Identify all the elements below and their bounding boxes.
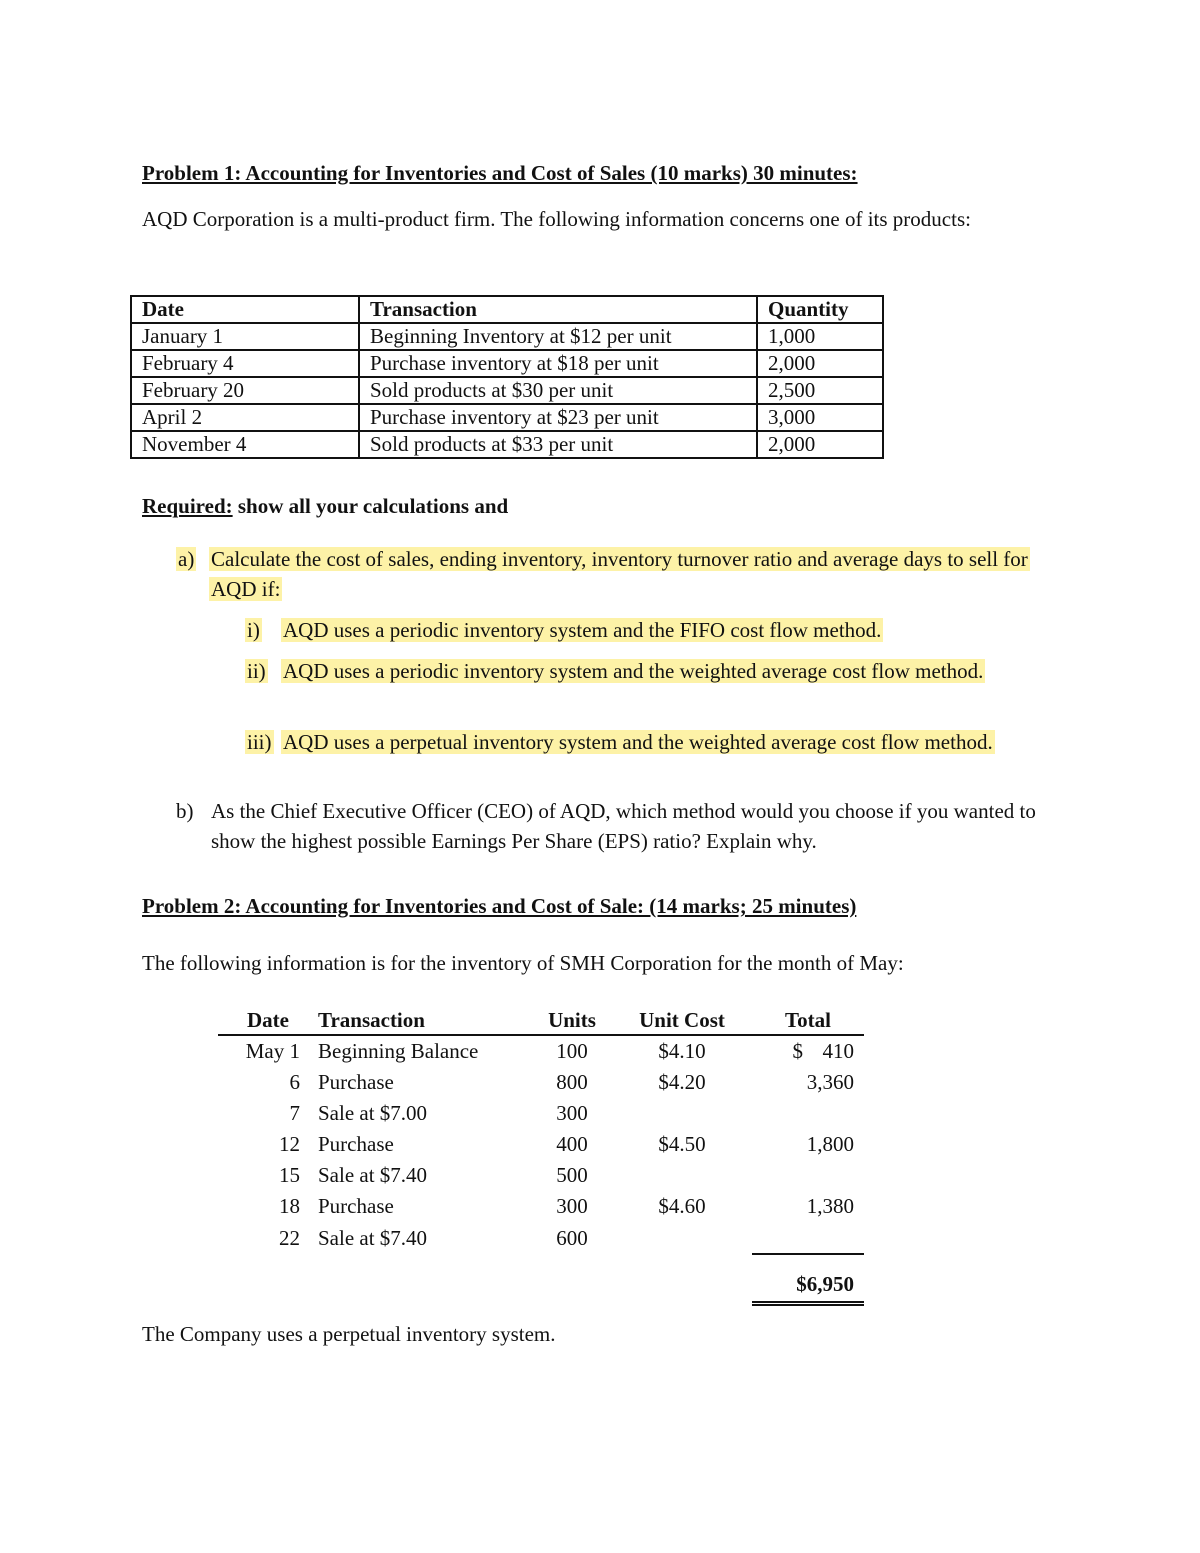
cell-transaction: Purchase	[318, 1194, 394, 1218]
table-row	[218, 1035, 864, 1067]
problem1-intro: AQD Corporation is a multi-product firm. The following information concerns one of its products:	[142, 207, 971, 231]
cell-date: 12	[279, 1132, 300, 1156]
table-spacer-row	[218, 1254, 864, 1267]
table-row	[218, 1129, 864, 1160]
cell-transaction: Purchase	[318, 1132, 394, 1156]
problem2-intro: The following information is for the inventory of SMH Corporation for the month of May:	[142, 951, 904, 975]
cell-unit-cost: $4.10	[658, 1039, 706, 1063]
question-a-iii-marker: iii)	[247, 730, 272, 754]
cell-transaction: Purchase inventory at $23 per unit	[359, 404, 757, 431]
problem2-footer: The Company uses a perpetual inventory system.	[142, 1322, 556, 1346]
question-a	[176, 544, 1066, 604]
cell-date: 22	[279, 1225, 300, 1250]
cell-date: May 1	[245, 1039, 300, 1063]
required-label: Required:	[142, 494, 233, 518]
cell-units: 300	[556, 1194, 588, 1218]
cell-quantity: 2,000	[757, 350, 883, 377]
question-a-iii-text: AQD uses a perpetual inventory system and the weighted average cost flow method.	[283, 730, 993, 754]
cell-date: February 4	[131, 350, 359, 377]
table-row	[131, 404, 883, 431]
cell-total-value: 410	[822, 1039, 854, 1063]
cell-unit-cost	[612, 1098, 752, 1129]
cell-total: 1,380	[806, 1194, 854, 1218]
cell-date: 18	[279, 1194, 300, 1218]
cell-transaction: Sale at $7.40	[318, 1225, 428, 1250]
cell-unit-cost	[612, 1160, 752, 1191]
cell-transaction: Beginning Inventory at $12 per unit	[359, 323, 757, 350]
cell-units: 400	[556, 1132, 588, 1156]
col-header-date: Date	[218, 1006, 318, 1035]
cell-units: 300	[556, 1101, 588, 1125]
cell-total	[752, 1222, 864, 1254]
table-header-row	[218, 1006, 864, 1035]
cell-units: 100	[556, 1039, 588, 1063]
problem2-table	[218, 1006, 864, 1306]
cell-date: 15	[279, 1163, 300, 1187]
cell-unit-cost: $4.50	[658, 1132, 706, 1156]
col-header-transaction: Transaction	[318, 1006, 532, 1035]
cell-unit-cost: $4.60	[658, 1194, 706, 1218]
problem1-table	[130, 295, 884, 459]
question-b-text: As the Chief Executive Officer (CEO) of AQD, which method would you choose if you wanted to show the highest possible Earnings Per Share (EPS) ratio? Explain why.	[211, 799, 1036, 853]
question-a-i-marker: i)	[247, 618, 260, 642]
col-header-quantity: Quantity	[757, 296, 883, 323]
table-row	[131, 431, 883, 458]
question-b-marker: b)	[176, 799, 194, 823]
cell-transaction: Sale at $7.00	[318, 1101, 428, 1125]
question-a-i	[245, 615, 1005, 645]
table-header-row	[131, 296, 883, 323]
cell-transaction: Purchase	[318, 1070, 394, 1094]
cell-date: 7	[289, 1101, 300, 1125]
required-text: show all your calculations and	[232, 494, 509, 518]
cell-units: 800	[556, 1070, 588, 1094]
cell-date: February 20	[131, 377, 359, 404]
cell-unit-cost: $4.20	[658, 1070, 706, 1094]
grand-total-row	[218, 1267, 864, 1304]
question-a-marker: a)	[178, 547, 195, 571]
cell-units: 600	[556, 1225, 588, 1250]
col-header-unit-cost: Unit Cost	[612, 1006, 752, 1035]
cell-date: January 1	[131, 323, 359, 350]
col-header-total: Total	[752, 1006, 864, 1035]
cell-transaction: Sale at $7.40	[318, 1163, 428, 1187]
table-row	[131, 350, 883, 377]
question-a-ii	[245, 656, 1005, 686]
subtotal-rule	[752, 1254, 864, 1267]
cell-transaction: Sold products at $30 per unit	[359, 377, 757, 404]
question-a-iii	[245, 727, 1005, 757]
cell-total: 3,360	[806, 1070, 854, 1094]
cell-date: November 4	[131, 431, 359, 458]
cell-total	[752, 1098, 864, 1129]
table-row	[218, 1098, 864, 1129]
problem1-heading: Problem 1: Accounting for Inventories and Cost of Sales (10 marks) 30 minutes:	[142, 161, 858, 185]
table-row	[218, 1160, 864, 1191]
cell-quantity: 2,500	[757, 377, 883, 404]
required-line	[142, 494, 508, 519]
question-a-ii-marker: ii)	[247, 659, 266, 683]
col-header-units: Units	[532, 1006, 612, 1035]
col-header-transaction: Transaction	[359, 296, 757, 323]
cell-quantity: 2,000	[757, 431, 883, 458]
table-row	[218, 1191, 864, 1222]
cell-units: 500	[556, 1163, 588, 1187]
grand-total: $6,950	[752, 1267, 864, 1304]
cell-transaction: Sold products at $33 per unit	[359, 431, 757, 458]
question-a-i-text: AQD uses a periodic inventory system and the FIFO cost flow method.	[283, 618, 882, 642]
table-row	[218, 1067, 864, 1098]
cell-unit-cost	[612, 1222, 752, 1254]
table-row	[218, 1222, 864, 1254]
cell-total	[752, 1160, 864, 1191]
cell-transaction: Beginning Balance	[318, 1039, 479, 1063]
question-a-ii-text: AQD uses a periodic inventory system and the weighted average cost flow method.	[283, 659, 984, 683]
question-b	[176, 796, 1056, 856]
col-header-date: Date	[131, 296, 359, 323]
table-row	[131, 377, 883, 404]
cell-transaction: Purchase inventory at $18 per unit	[359, 350, 757, 377]
cell-quantity: 1,000	[757, 323, 883, 350]
cell-quantity: 3,000	[757, 404, 883, 431]
table-row	[131, 323, 883, 350]
problem2-heading: Problem 2: Accounting for Inventories and Cost of Sale: (14 marks; 25 minutes)	[142, 894, 857, 918]
question-a-text: Calculate the cost of sales, ending inventory, inventory turnover ratio and average days to sell for AQD if:	[211, 547, 1028, 601]
cell-total: 1,800	[806, 1132, 854, 1156]
cell-total	[752, 1035, 864, 1067]
cell-date: 6	[289, 1070, 300, 1094]
cell-date: April 2	[131, 404, 359, 431]
currency-symbol: $	[792, 1039, 803, 1063]
